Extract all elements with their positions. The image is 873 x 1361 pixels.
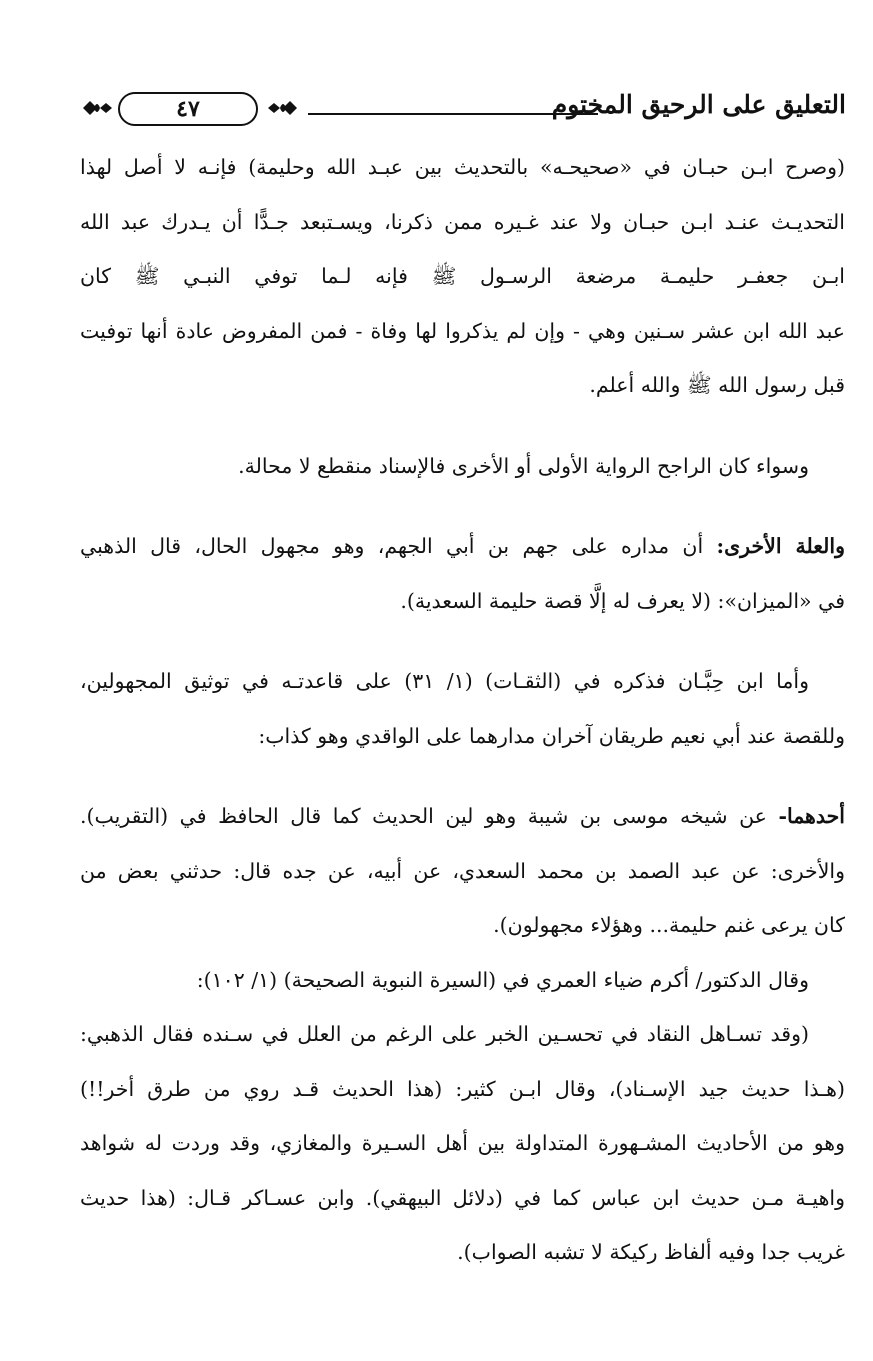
page-number: ٤٧: [176, 96, 200, 122]
paragraph-7: [80, 1007, 845, 1280]
paragraph-1: [80, 140, 845, 413]
text-line: واهيـة مـن حديث ابن عباس كما في (دلائل البيهقي). وابن عسـاكر قـال: (هذا حديث: [80, 1185, 845, 1210]
page-header: [76, 88, 846, 132]
text-line: التحديـث عنـد ابـن حبـان ولا عند غـيره ممن ذكرنا، ويسـتبعد جـدًّا أن يـدرك عبد الله: [80, 209, 845, 234]
text-line: ابـن جعفـر حليمـة مرضعة الرسـول ﷺ فإنه لـما توفي النبـي ﷺ كان: [80, 264, 845, 288]
floral-ornament-icon: [78, 95, 116, 121]
text-line: وقال الدكتور/ أكرم ضياء العمري في (السيرة النبوية الصحيحة) (١/ ١٠٢):: [196, 967, 809, 992]
lead-phrase: والعلة الأخرى:: [716, 534, 845, 558]
text-line: [80, 519, 845, 574]
page-body: [80, 140, 845, 1280]
paragraph-2: [80, 439, 845, 494]
lead-phrase: أحدهما-: [778, 804, 845, 828]
text-line: وأما ابن حِبَّـان فذكره في (الثقـات) (١/ ٣١) على قاعدتـه في توثيق المجهولين،: [80, 669, 809, 693]
text-line: عبد الله ابن عشر سـنين وهي - وإن لم يذكروا لها وفاة - فمن المفروض عادة أنها توفيت: [80, 318, 845, 343]
line-text: أن مداره على جهم بن أبي الجهم، وهو مجهول الحال، قال الذهبي: [80, 534, 704, 558]
text-line: وهو من الأحاديث المشـهورة المتداولة بين أهل السـيرة والمغازي، وقد وردت له شواهد: [80, 1131, 845, 1155]
text-line: (وقد تسـاهل النقاد في تحسـين الخبر على الرغم من العلل في سـنده فقال الذهبي:: [80, 1022, 809, 1046]
text-line: كان يرعى غنم حليمة... وهؤلاء مجهولون).: [493, 913, 845, 937]
paragraph-3: [80, 519, 845, 628]
line-text: عن شيخه موسى بن شيبة وهو لين الحديث كما قال الحافظ في (التقريب).: [80, 804, 767, 828]
text-line: وللقصة عند أبي نعيم طريقان آخران مدارهما على الواقدي وهو كذاب:: [258, 723, 845, 748]
book-title: التعليق على الرحيق المختوم: [551, 90, 846, 119]
text-line: وسواء كان الراجح الرواية الأولى أو الأخرى فالإسناد منقطع لا محالة.: [238, 453, 809, 478]
text-line: [80, 789, 845, 844]
paragraph-5: [80, 789, 845, 953]
page-number-frame: [118, 92, 258, 126]
text-line: غريب جدا وفيه ألفاظ ركيكة لا تشبه الصواب).: [457, 1240, 845, 1264]
paragraph-4: [80, 654, 845, 763]
text-line: في «الميزان»: (لا يعرف له إلَّا قصة حليمة السعدية).: [400, 588, 845, 613]
paragraph-gap: [80, 628, 845, 654]
floral-ornament-icon: [264, 95, 302, 121]
paragraph-gap: [80, 493, 845, 519]
paragraph-gap: [80, 413, 845, 439]
text-line: (وصرح ابـن حبـان في «صحيحـه» بالتحديث بين عبـد الله وحليمة) فإنـه لا أصل لهذا: [80, 155, 845, 179]
paragraph-gap: [80, 763, 845, 789]
header-rule: [308, 113, 598, 115]
paragraph-6: [80, 953, 845, 1008]
text-line: والأخرى: عن عبد الصمد بن محمد السعدي، عن أبيه، عن جده قال: حدثني بعض من: [80, 858, 845, 883]
text-line: قبل رسول الله ﷺ والله أعلم.: [589, 373, 845, 397]
text-line: (هـذا حديث جيد الإسـناد)، وقال ابـن كثير: (هذا الحديث قـد روي من طرق أخر!!): [80, 1076, 845, 1101]
